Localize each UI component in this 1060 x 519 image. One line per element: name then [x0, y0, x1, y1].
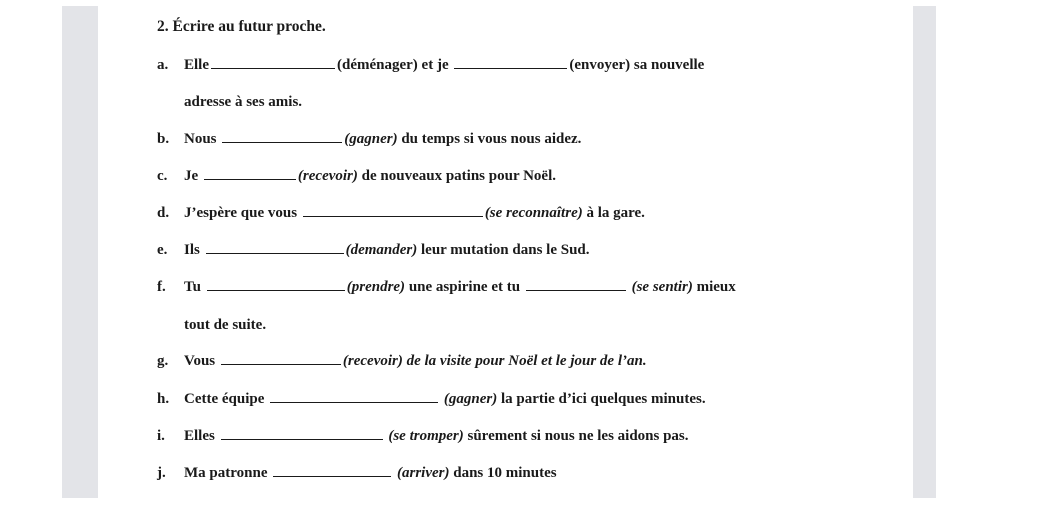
answer-blank[interactable]	[273, 463, 391, 477]
verb-hint: (se reconnaître)	[484, 205, 583, 221]
exercise-item-h: h. Cette équipe (gagner) la partie d’ici quelques minutes.	[157, 391, 706, 407]
answer-blank[interactable]	[526, 277, 626, 291]
answer-blank[interactable]	[221, 351, 341, 365]
exercise-item-g: g. Vous (recevoir) de la visite pour Noël et le jour de l’an.	[157, 353, 647, 369]
answer-blank[interactable]	[207, 277, 345, 291]
answer-blank[interactable]	[206, 240, 344, 254]
worksheet-page	[98, 0, 913, 519]
answer-blank[interactable]	[204, 166, 296, 180]
item-letter: a.	[157, 57, 169, 73]
exercise-item-f: f. Tu (prendre) une aspirine et tu (se sentir) mieux	[157, 279, 736, 295]
verb-hint: (gagner)	[443, 391, 498, 407]
item-f-continuation: tout de suite.	[184, 317, 267, 333]
exercise-item-d: d. J’espère que vous (se reconnaître) à la gare.	[157, 205, 645, 221]
exercise-item-j: j. Ma patronne (arriver) dans 10 minutes	[157, 465, 557, 481]
answer-blank[interactable]	[454, 55, 567, 69]
answer-blank[interactable]	[221, 426, 383, 440]
verb-hint: (se sentir)	[631, 279, 693, 295]
item-a-continuation: adresse à ses amis.	[184, 94, 303, 110]
right-page-margin	[913, 6, 936, 498]
verb-hint: (prendre)	[346, 279, 406, 295]
exercise-item-c: c. Je (recevoir) de nouveaux patins pour Noël.	[157, 168, 556, 184]
verb-hint: (gagner)	[344, 131, 398, 147]
exercise-item-b: b. Nous (gagner) du temps si vous nous aidez.	[157, 131, 582, 147]
exercise-item-e: e. Ils (demander) leur mutation dans le Sud.	[157, 242, 590, 258]
answer-blank[interactable]	[211, 55, 335, 69]
verb-hint: (arriver)	[396, 465, 450, 481]
verb-hint: (recevoir)	[297, 168, 358, 184]
left-page-margin	[62, 6, 98, 498]
exercise-item-a: a. Elle (déménager) et je (envoyer) sa nouvelle	[157, 57, 705, 73]
answer-blank[interactable]	[222, 129, 342, 143]
exercise-item-i: i. Elles (se tromper) sûrement si nous ne les aidons pas.	[157, 428, 689, 444]
answer-blank[interactable]	[303, 203, 483, 217]
verb-hint: (se tromper)	[388, 428, 464, 444]
verb-hint: (demander)	[345, 242, 418, 258]
exercise-title: 2. Écrire au futur proche.	[157, 18, 326, 35]
verb-hint: (recevoir) de la visite pour Noël et le jour de l’an.	[342, 353, 647, 369]
answer-blank[interactable]	[270, 389, 438, 403]
